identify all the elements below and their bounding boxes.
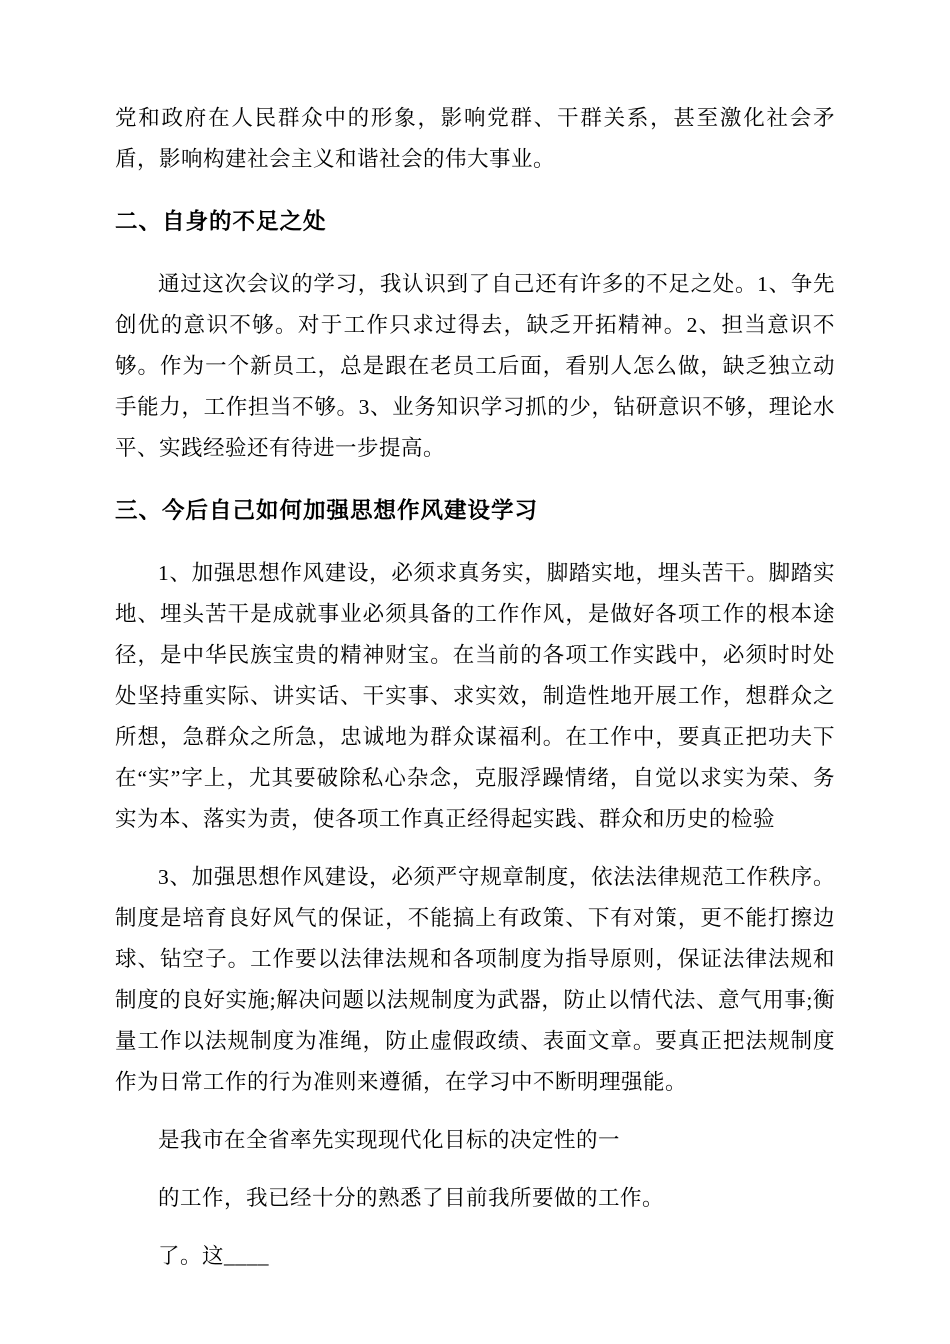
paragraph-continuation: 党和政府在人民群众中的形象，影响党群、干群关系，甚至激化社会矛盾，影响构建社会主义和谐社会的伟大事业。 [115,106,835,171]
paragraph-fragment-2: 的工作，我已经十分的熟悉了目前我所要做的工作。 [158,1186,665,1210]
paragraph-fragment-1: 是我市在全省率先实现现代化目标的决定性的一 [158,1128,621,1152]
section-heading-3: 三、今后自己如何加强思想作风建设学习 [115,498,539,523]
paragraph-point-1: 1、加强思想作风建设，必须求真务实，脚踏实地，埋头苦干。脚踏实地、埋头苦干是成就事业必须具备的工作作风，是做好各项工作的根本途径，是中华民族宝贵的精神财宝。在当前的各项工作实践中，必须时时处处坚持重实际、讲实话、干实事、求实效，制造性地开展工作，想群众之所想，急群众之所急，忠诚地为群众谋福利。在工作中，要真正把功夫下在“实”字上，尤其要破除私心杂念，克服浮躁情绪，自觉以求实为荣、务实为本、落实为责，使各项工作真正经得起实践、群众和历史的检验 [115,561,835,831]
paragraph-point-3: 3、加强思想作风建设，必须严守规章制度，依法法律规范工作秩序。制度是培育良好风气的保证，不能搞上有政策、下有对策，更不能打擦边球、钻空子。工作要以法律法规和各项制度为指导原则，保证法律法规和制度的良好实施;解决问题以法规制度为武器，防止以情代法、意气用事;衡量工作以法规制度为准绳，防止虚假政绩、表面文章。要真正把法规制度作为日常工作的行为准则来遵循，在学习中不断明理强能。 [115,865,835,1094]
paragraph-fragment-3: 了。这____ [158,1244,270,1268]
paragraph-shortcomings: 通过这次会议的学习，我认识到了自己还有许多的不足之处。1、争先创优的意识不够。对于工作只求过得去，缺乏开拓精神。2、担当意识不够。作为一个新员工，总是跟在老员工后面，看别人怎么做，缺乏独立动手能力，工作担当不够。3、业务知识学习抓的少，钻研意识不够，理论水平、实践经验还有待进一步提高。 [115,272,835,460]
section-heading-2: 二、自身的不足之处 [115,209,327,234]
